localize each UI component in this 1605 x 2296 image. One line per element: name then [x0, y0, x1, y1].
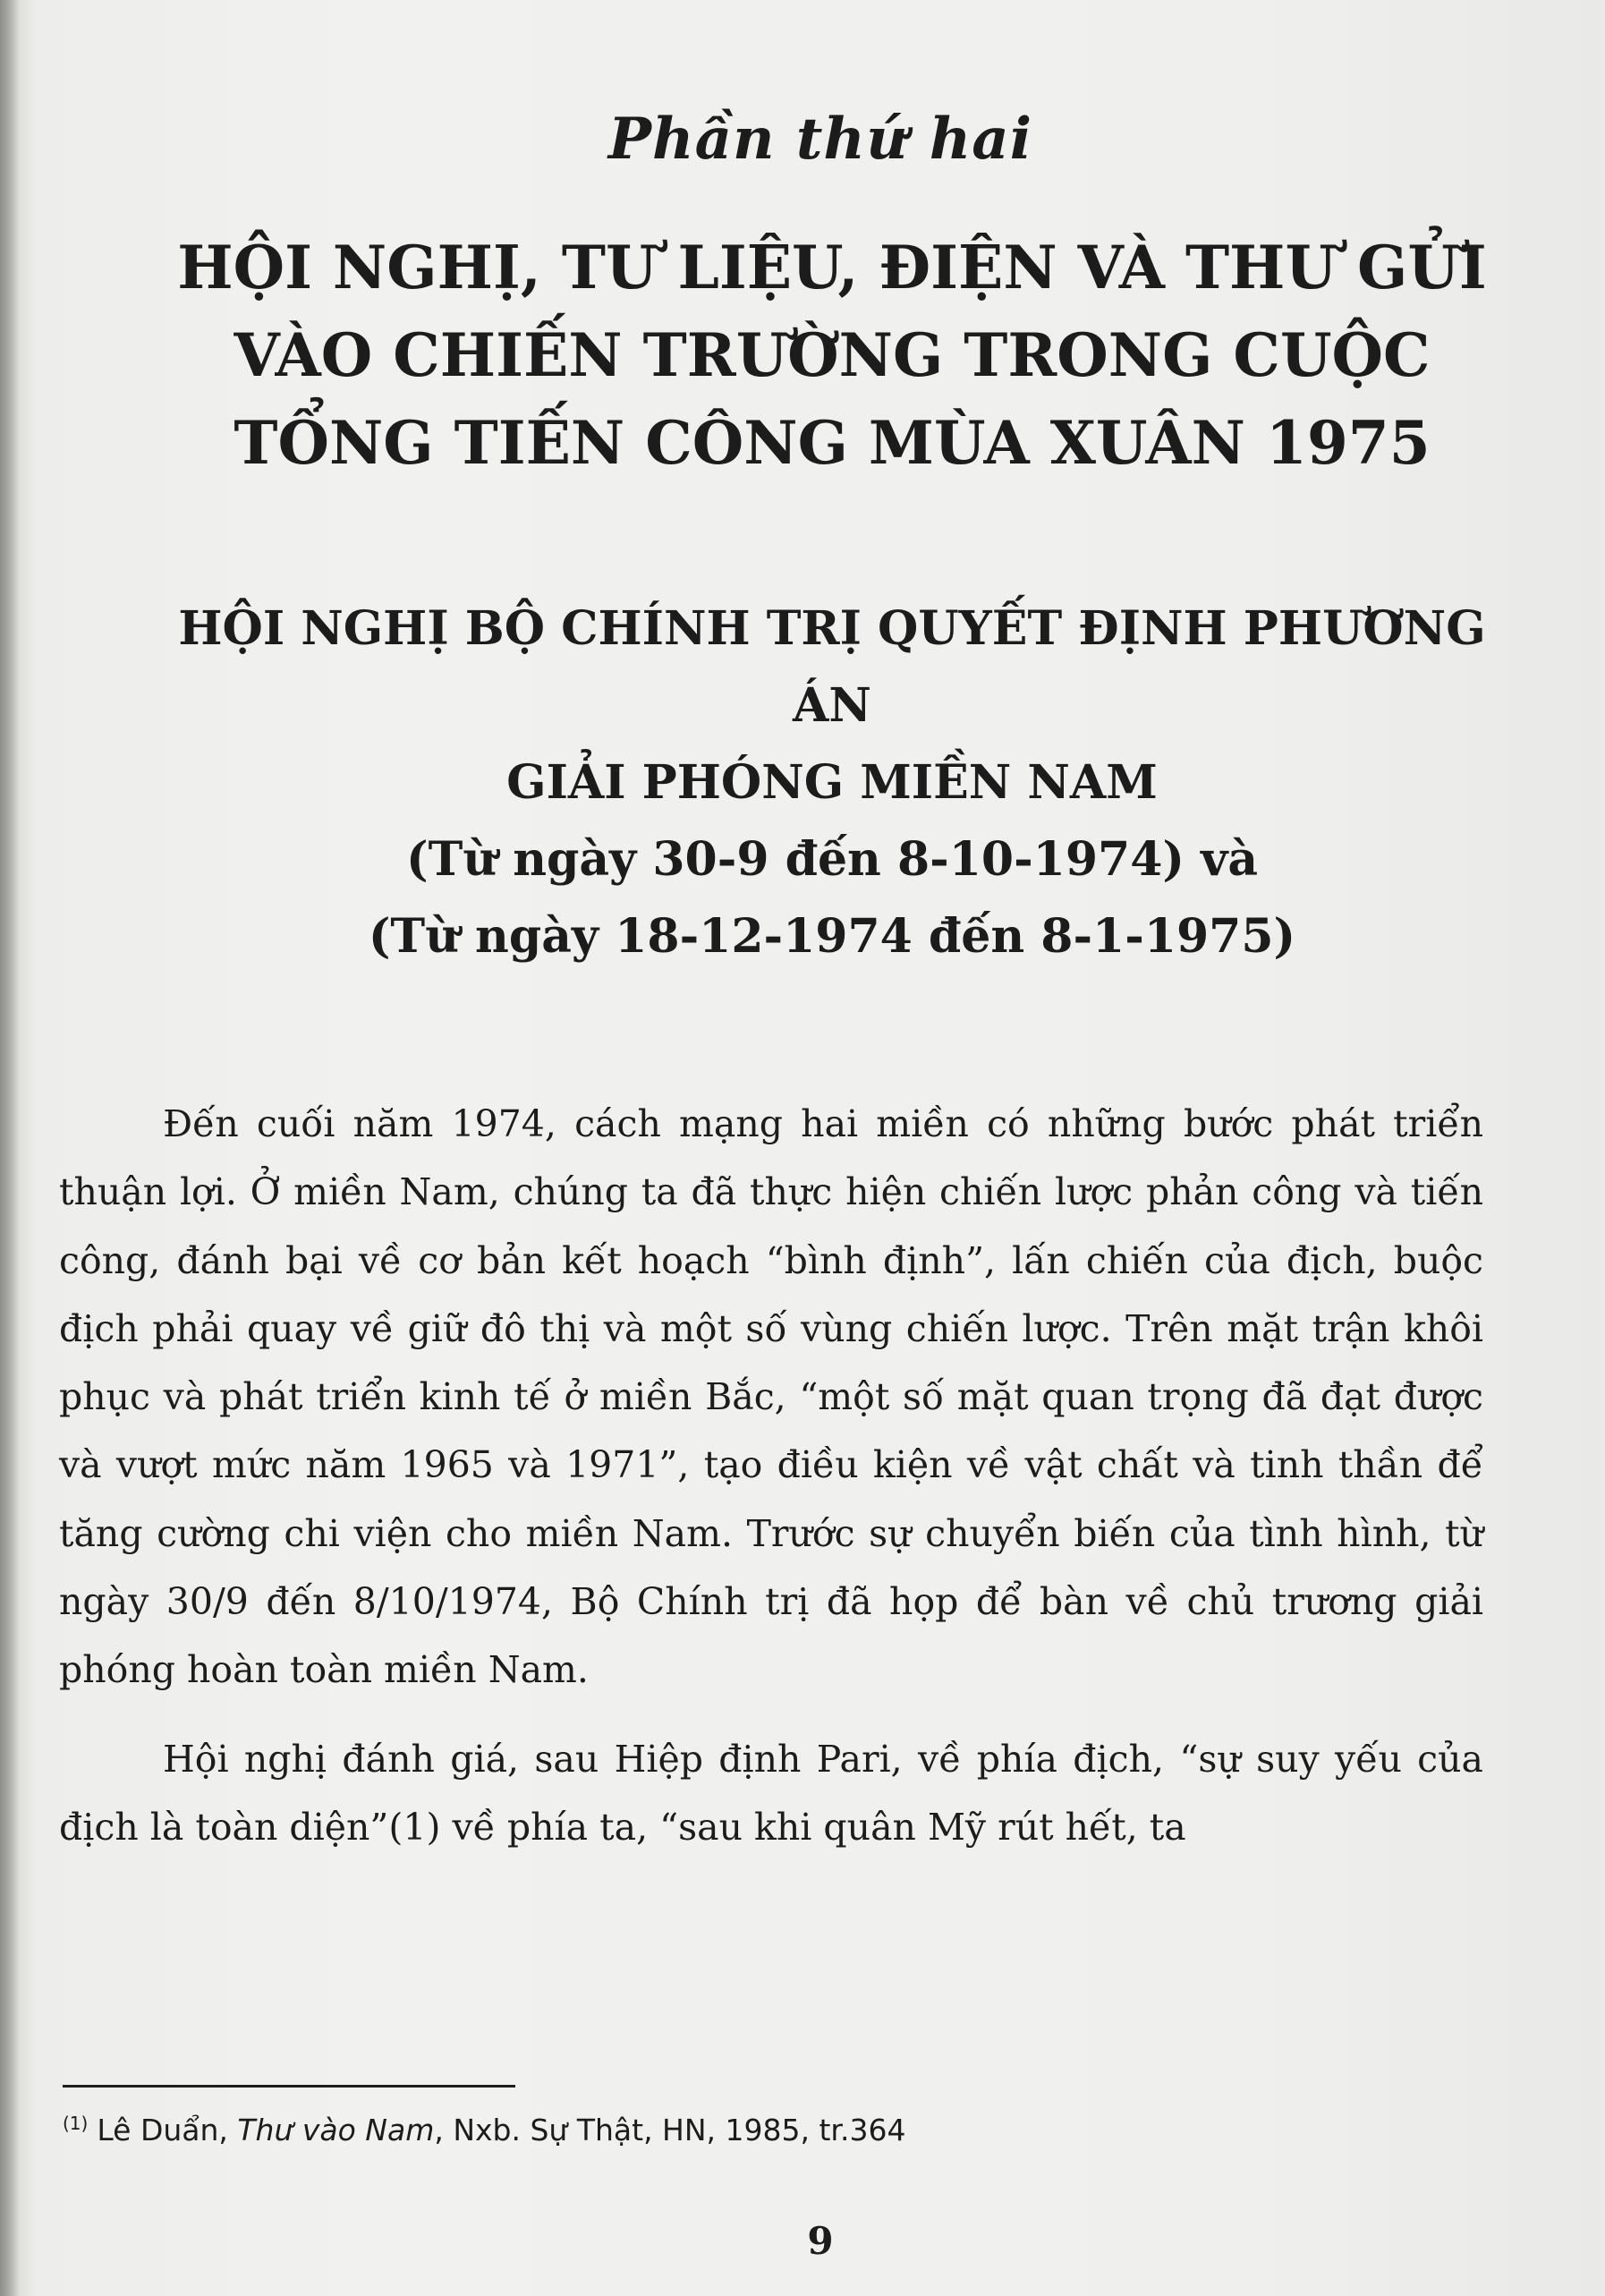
- footnote-author: Lê Duẩn,: [97, 2113, 238, 2147]
- part-title-line: HỘI NGHỊ, TƯ LIỆU, ĐIỆN VÀ THƯ GỬI: [177, 233, 1487, 302]
- footnote-marker: (1): [63, 2113, 89, 2134]
- footnote-divider: [63, 2085, 515, 2088]
- part-title: [72, 224, 1592, 487]
- footnote-work-title: Thư vào Nam: [237, 2113, 435, 2147]
- part-title-line: VÀO CHIẾN TRƯỜNG TRONG CUỘC: [234, 320, 1431, 390]
- part-heading: Phần thứ hai: [607, 106, 1033, 173]
- section-title-line: HỘI NGHỊ BỘ CHÍNH TRỊ QUYẾT ĐỊNH PHƯƠNG: [178, 601, 1486, 656]
- footnote-details: , Nxb. Sự Thật, HN, 1985, tr.364: [434, 2113, 906, 2147]
- part-title-line: TỔNG TIẾN CÔNG MÙA XUÂN 1975: [234, 408, 1431, 478]
- section-date-range: (Từ ngày 18-12-1974 đến 8-1-1975): [368, 909, 1296, 964]
- body-text: [59, 1090, 1483, 1861]
- page-number: 9: [807, 2219, 834, 2263]
- section-title: [72, 591, 1592, 975]
- spine-shadow: [0, 0, 20, 2296]
- body-paragraph: Đến cuối năm 1974, cách mạng hai miền có những bước phát triển thuận lợi. Ở miền Nam, chúng ta đã thực hiện chiến lược phản công và tiến công, đánh bại về cơ bản kết hoạch “bình định”, lấn chiến của địch, buộc địch phải quay về giữ đô thị và một số vùng chiến lược. Trên mặt trận khôi phục và phát triển kinh tế ở miền Bắc, “một số mặt quan trọng đã đạt được và vượt mức năm 1965 và 1971”, tạo điều kiện về vật chất và tinh thần để tăng cường chi viện cho miền Nam. Trước sự chuyển biến của tình hình, từ ngày 30/9 đến 8/10/1974, Bộ Chính trị đã họp để bàn về chủ trương giải phóng hoàn toàn miền Nam.: [59, 1102, 1483, 1692]
- section-title-line: GIẢI PHÓNG MIỀN NAM: [506, 755, 1158, 810]
- section-date-range: (Từ ngày 30-9 đến 8-10-1974) và: [405, 832, 1259, 887]
- section-title-line: ÁN: [793, 678, 871, 733]
- body-paragraph: Hội nghị đánh giá, sau Hiệp định Pari, về phía địch, “sự suy yếu của địch là toàn diện”(1) về phía ta, “sau khi quân Mỹ rút hết, ta: [59, 1737, 1483, 1849]
- footnote: [63, 2101, 905, 2153]
